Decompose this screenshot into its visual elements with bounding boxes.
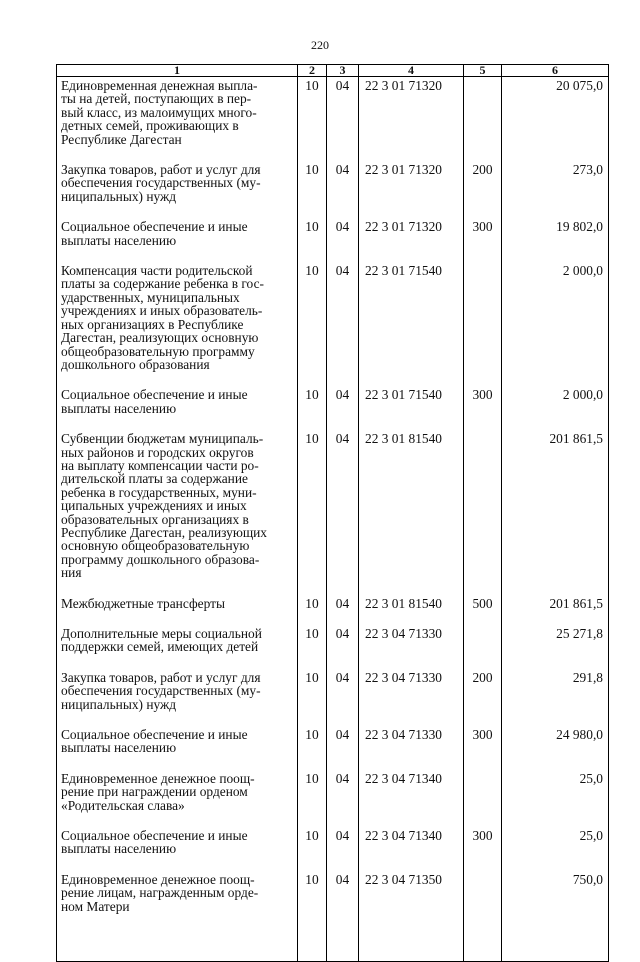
row-name-line: детных семей, проживающих в xyxy=(61,118,239,134)
expense-type-code-cell xyxy=(464,625,502,669)
table-row xyxy=(57,161,609,218)
expense-type-code-cell: 500 xyxy=(464,595,502,625)
row-name-line: общеобразовательную программу xyxy=(61,343,255,359)
target-item-code-cell: 22 3 01 81540 xyxy=(359,430,464,594)
row-name-cell xyxy=(57,726,298,770)
subsection-code-cell: 04 xyxy=(327,726,359,770)
row-name-line: Дополнительные меры социальной xyxy=(61,626,262,641)
column-header-4: 4 xyxy=(359,65,464,77)
section-code-cell: 10 xyxy=(298,726,327,770)
target-item-code-cell: 22 3 01 71540 xyxy=(359,386,464,430)
target-item-code-cell: 22 3 04 71350 xyxy=(359,871,464,962)
row-name-line: ниципальных) нужд xyxy=(61,188,177,204)
section-code-cell: 10 xyxy=(298,262,327,386)
row-name-line: Единовременная денежная выпла- xyxy=(61,78,258,93)
expense-type-code-cell xyxy=(464,262,502,386)
target-item-code-cell: 22 3 04 71330 xyxy=(359,625,464,669)
table-row xyxy=(57,262,609,386)
row-name-line: основную общеобразовательную xyxy=(61,538,250,554)
row-name-line: ципальных учреждениях и иных xyxy=(61,498,247,514)
page-number: 220 xyxy=(311,38,329,52)
target-item-code-cell: 22 3 04 71330 xyxy=(359,726,464,770)
subsection-code-cell: 04 xyxy=(327,871,359,962)
table-row xyxy=(57,77,609,162)
row-name-line: ты на детей, поступающих в пер- xyxy=(61,91,252,107)
table-row xyxy=(57,595,609,625)
subsection-code-cell: 04 xyxy=(327,430,359,594)
subsection-code-cell: 04 xyxy=(327,386,359,430)
row-name-cell xyxy=(57,770,298,827)
row-name-line: образовательных организациях в xyxy=(61,511,249,527)
expense-type-code-cell xyxy=(464,430,502,594)
target-item-code-cell: 22 3 01 71320 xyxy=(359,77,464,162)
row-name-line: выплаты населению xyxy=(61,841,177,857)
row-name-line: Социальное обеспечение и иные xyxy=(61,727,248,743)
row-name-line: рение при награждении орденом xyxy=(61,784,248,800)
row-name-line: Социальное обеспечение и иные xyxy=(61,219,248,235)
row-name-line: ударственных, муниципальных xyxy=(61,289,240,305)
row-name-line: Закупка товаров, работ и услуг для xyxy=(61,162,261,178)
amount-cell: 201 861,5 xyxy=(502,430,609,594)
row-name-line: ных районов и городских округов xyxy=(61,444,254,460)
row-name-cell xyxy=(57,386,298,430)
row-name-line: ребенка в государственных, муни- xyxy=(61,484,257,500)
subsection-code-cell: 04 xyxy=(327,218,359,262)
row-name-line: обеспечения государственных (му- xyxy=(61,175,261,191)
amount-cell: 25,0 xyxy=(502,770,609,827)
target-item-code-cell: 22 3 01 71320 xyxy=(359,218,464,262)
row-name-line: ниципальных) нужд xyxy=(61,696,177,712)
section-code-cell: 10 xyxy=(298,827,327,871)
row-name-line: ных организациях в Республике xyxy=(61,316,244,332)
expense-type-code-cell: 200 xyxy=(464,669,502,726)
amount-cell: 273,0 xyxy=(502,161,609,218)
section-code-cell: 10 xyxy=(298,669,327,726)
expense-type-code-cell xyxy=(464,770,502,827)
row-name-line: учреждениях и иных образователь- xyxy=(61,303,263,319)
row-name-cell xyxy=(57,430,298,594)
subsection-code-cell: 04 xyxy=(327,625,359,669)
row-name-line: Республике Дагестан xyxy=(61,131,182,147)
amount-cell: 24 980,0 xyxy=(502,726,609,770)
table-row xyxy=(57,386,609,430)
target-item-code-cell: 22 3 01 71320 xyxy=(359,161,464,218)
row-name-line: ном Матери xyxy=(61,898,130,914)
amount-cell: 750,0 xyxy=(502,871,609,962)
row-name-cell xyxy=(57,595,298,625)
target-item-code-cell: 22 3 04 71330 xyxy=(359,669,464,726)
expense-type-code-cell: 200 xyxy=(464,161,502,218)
section-code-cell: 10 xyxy=(298,871,327,962)
row-name-line: Межбюджетные трансферты xyxy=(61,595,225,611)
table-row xyxy=(57,625,609,669)
row-name-line: выплаты населению xyxy=(61,740,177,756)
row-name-line: обеспечения государственных (му- xyxy=(61,683,261,699)
column-header-1: 1 xyxy=(57,65,298,77)
subsection-code-cell: 04 xyxy=(327,595,359,625)
amount-cell: 20 075,0 xyxy=(502,77,609,162)
column-header-2: 2 xyxy=(298,65,327,77)
row-name-line: Единовременное денежное поощ- xyxy=(61,770,255,786)
row-name-line: выплаты населению xyxy=(61,232,177,248)
row-name-cell xyxy=(57,218,298,262)
table-row xyxy=(57,218,609,262)
row-name-line: программу дошкольного образова- xyxy=(61,551,260,567)
row-name-cell xyxy=(57,161,298,218)
row-name-cell xyxy=(57,827,298,871)
row-name-line: Единовременное денежное поощ- xyxy=(61,871,255,887)
row-name-line: Субвенции бюджетам муниципаль- xyxy=(61,431,264,447)
row-name-line: Республике Дагестан, реализующих xyxy=(61,524,267,540)
row-name-line: «Родительская слава» xyxy=(61,797,185,813)
section-code-cell: 10 xyxy=(298,386,327,430)
table-row xyxy=(57,827,609,871)
target-item-code-cell: 22 3 04 71340 xyxy=(359,827,464,871)
row-name-cell xyxy=(57,669,298,726)
amount-cell: 2 000,0 xyxy=(502,386,609,430)
table-row xyxy=(57,871,609,962)
row-name-line: вый класс, из малоимущих много- xyxy=(61,104,257,120)
row-name-line: Компенсация части родительской xyxy=(61,263,253,279)
column-header-6: 6 xyxy=(502,65,609,77)
section-code-cell: 10 xyxy=(298,770,327,827)
section-code-cell: 10 xyxy=(298,218,327,262)
section-code-cell: 10 xyxy=(298,77,327,162)
table-row xyxy=(57,726,609,770)
amount-cell: 2 000,0 xyxy=(502,262,609,386)
target-item-code-cell: 22 3 01 71540 xyxy=(359,262,464,386)
row-name-line: выплаты населению xyxy=(61,400,177,416)
row-name-line: ния xyxy=(61,565,82,581)
expense-type-code-cell: 300 xyxy=(464,218,502,262)
row-name-line: поддержки семей, имеющих детей xyxy=(61,639,259,655)
row-name-cell xyxy=(57,625,298,669)
subsection-code-cell: 04 xyxy=(327,77,359,162)
row-name-line: на выплату компенсации части ро- xyxy=(61,457,259,473)
subsection-code-cell: 04 xyxy=(327,161,359,218)
row-name-line: Социальное обеспечение и иные xyxy=(61,387,248,403)
row-name-cell xyxy=(57,262,298,386)
row-name-cell xyxy=(57,77,298,162)
budget-table xyxy=(56,64,609,962)
expense-type-code-cell: 300 xyxy=(464,827,502,871)
subsection-code-cell: 04 xyxy=(327,262,359,386)
row-name-line: дительской платы за содержание xyxy=(61,471,248,487)
subsection-code-cell: 04 xyxy=(327,827,359,871)
row-name-line: дошкольного образования xyxy=(61,356,210,372)
column-header-3: 3 xyxy=(327,65,359,77)
subsection-code-cell: 04 xyxy=(327,770,359,827)
amount-cell: 25,0 xyxy=(502,827,609,871)
row-name-line: платы за содержание ребенка в гос- xyxy=(61,276,264,292)
amount-cell: 201 861,5 xyxy=(502,595,609,625)
row-name-cell xyxy=(57,871,298,962)
section-code-cell: 10 xyxy=(298,625,327,669)
target-item-code-cell: 22 3 01 81540 xyxy=(359,595,464,625)
row-name-line: Дагестан, реализующих основную xyxy=(61,330,259,346)
target-item-code-cell: 22 3 04 71340 xyxy=(359,770,464,827)
expense-type-code-cell: 300 xyxy=(464,386,502,430)
amount-cell: 291,8 xyxy=(502,669,609,726)
column-header-5: 5 xyxy=(464,65,502,77)
table-header-row xyxy=(57,65,609,77)
section-code-cell: 10 xyxy=(298,595,327,625)
row-name-line: рение лицам, награжденным орде- xyxy=(61,885,259,901)
amount-cell: 25 271,8 xyxy=(502,625,609,669)
expense-type-code-cell xyxy=(464,871,502,962)
section-code-cell: 10 xyxy=(298,161,327,218)
section-code-cell: 10 xyxy=(298,430,327,594)
row-name-line: Закупка товаров, работ и услуг для xyxy=(61,669,261,685)
subsection-code-cell: 04 xyxy=(327,669,359,726)
table-row xyxy=(57,669,609,726)
table-row xyxy=(57,430,609,594)
row-name-line: Социальное обеспечение и иные xyxy=(61,828,248,844)
table-body xyxy=(57,77,609,962)
amount-cell: 19 802,0 xyxy=(502,218,609,262)
table-row xyxy=(57,770,609,827)
expense-type-code-cell xyxy=(464,77,502,162)
expense-type-code-cell: 300 xyxy=(464,726,502,770)
